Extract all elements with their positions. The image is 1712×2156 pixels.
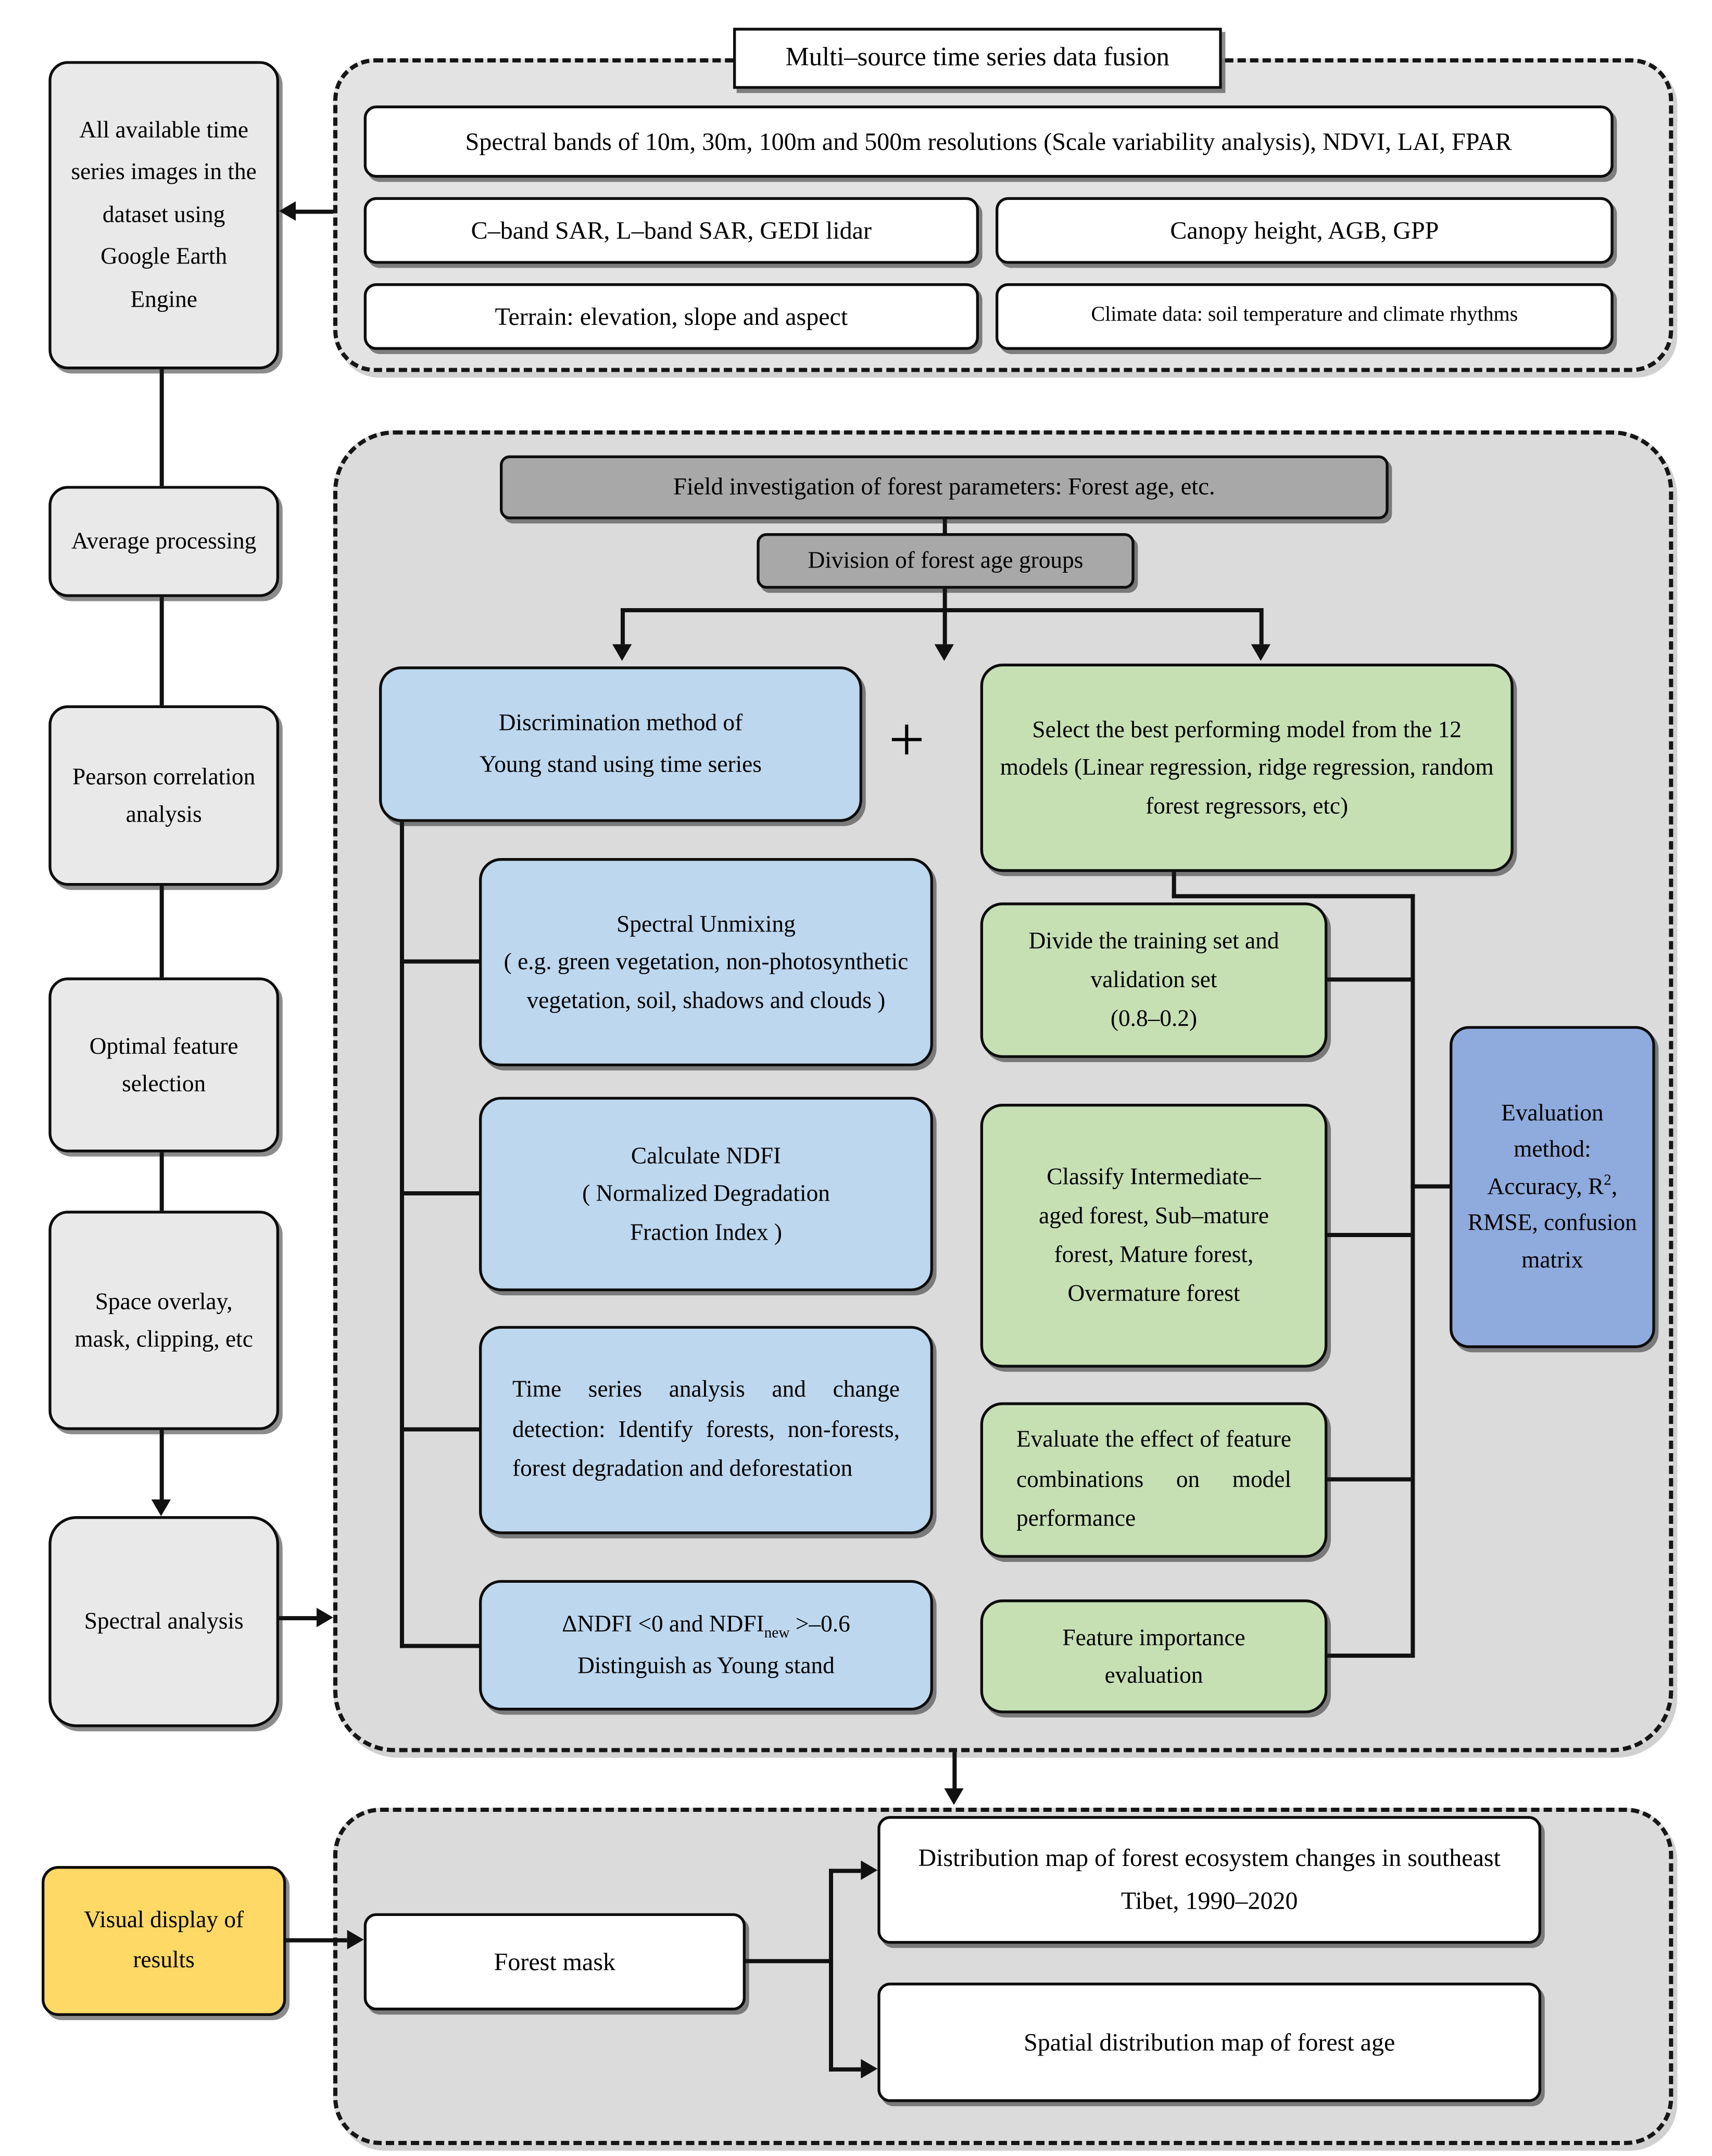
classify-label: Classify Intermediate–aged forest, Sub–mature forest, Mature forest, Overmature forest (1039, 1163, 1269, 1307)
plus-sign-glyph: + (888, 704, 925, 775)
ndfi-rule-box (479, 1580, 933, 1711)
connector (829, 1869, 861, 1873)
evaluation-part1: Evaluation method: Accuracy, R (1487, 1100, 1604, 1200)
arrow-into-method-panel (317, 1608, 333, 1627)
connector (160, 1152, 164, 1211)
connector (160, 369, 164, 486)
sar-lidar-label: C–band SAR, L–band SAR, GEDI lidar (471, 216, 872, 245)
connector (1260, 608, 1264, 644)
distribution-map-box (877, 1816, 1541, 1944)
feature-importance-box (980, 1599, 1328, 1713)
division-age-groups-box (757, 533, 1134, 589)
ndfi-rule-part2: >–0.6 (789, 1610, 850, 1636)
connector (1327, 977, 1411, 981)
spatial-map-label: Spatial distribution map of forest age (1024, 2028, 1395, 2057)
distribution-map-label: Distribution map of forest ecosystem changes in southeast Tibet, 1990–2020 (918, 1843, 1501, 1915)
connector (621, 608, 625, 644)
connector (943, 589, 947, 611)
forest-mask-label: Forest mask (494, 1948, 616, 1976)
spectral-bands-label: Spectral bands of 10m, 30m, 100m and 500m resolutions (Scale variability analysis), NDVI, LAI, FPAR (465, 128, 1512, 156)
gee-label: All available time series images in the dataset using Google Earth Engine (71, 116, 257, 312)
arrow-into-gee (279, 201, 296, 221)
diagram-title-label: Multi–source time series data fusion (785, 43, 1170, 73)
evaluation-part2: , RMSE, confusion matrix (1467, 1172, 1637, 1273)
ndfi-rule-part1: ΔNDFI <0 and NDFI (562, 1610, 764, 1636)
ndfi-rule-line2: Distinguish as Young stand (577, 1651, 835, 1678)
spatial-map-box (877, 1983, 1541, 2102)
evaluate-effect-box (980, 1402, 1328, 1558)
arrow-to-select-model (1251, 644, 1270, 661)
discrimination-line2: Young stand using time series (480, 751, 762, 778)
arrow-into-spatial-map (861, 2059, 877, 2078)
arrow-to-plus (935, 644, 954, 661)
climate-label: Climate data: soil temperature and climate rhythms (1091, 304, 1518, 327)
connector (160, 886, 164, 977)
connector (400, 960, 479, 964)
evaluation-superscript: 2 (1604, 1172, 1612, 1189)
division-age-groups-label: Division of forest age groups (808, 546, 1084, 573)
calculate-ndfi-line1: Calculate NDFI (631, 1143, 782, 1169)
connector (1411, 894, 1415, 1658)
arrow-into-distribution-map (861, 1860, 877, 1880)
evaluate-effect-label: Evaluate the effect of feature combinations on model performance (1016, 1425, 1292, 1532)
terrain-label: Terrain: elevation, slope and aspect (495, 302, 848, 331)
canopy-box (996, 197, 1614, 264)
connector (829, 2067, 861, 2072)
arrow-into-forest-mask (347, 1930, 364, 1949)
connector (746, 1959, 833, 1963)
connector (829, 1869, 833, 2071)
connector (400, 1644, 479, 1648)
diagram-title (733, 28, 1222, 89)
connector (1327, 1477, 1411, 1481)
feature-importance-label: Feature importance evaluation (1062, 1624, 1245, 1688)
discrimination-line1: Discrimination method of (498, 710, 743, 737)
ndfi-rule-line1 (562, 1604, 850, 1646)
average-processing-box (48, 486, 279, 597)
connector (943, 608, 947, 644)
calculate-ndfi-box (479, 1097, 933, 1291)
spectral-unmixing-box (479, 858, 933, 1066)
gee-box (48, 61, 279, 369)
arrow-into-spectral-analysis (152, 1499, 171, 1516)
spectral-unmixing-line2: ( e.g. green vegetation, non-photosynthetic vegetation, soil, shadows and clouds ) (503, 949, 909, 1013)
connector (400, 1427, 479, 1431)
visual-display-box (42, 1866, 286, 2016)
field-investigation-box (500, 456, 1389, 520)
spectral-bands-box (364, 106, 1614, 178)
select-model-label: Select the best performing model from the 12 models (Linear regression, ridge regression, random forest regressors, etc) (1000, 716, 1494, 819)
average-processing-label: Average processing (71, 528, 257, 555)
connector (621, 608, 1262, 612)
terrain-box (364, 283, 979, 350)
connector (400, 822, 404, 1648)
discrimination-box (379, 666, 862, 822)
pearson-label: Pearson correlation analysis (72, 763, 256, 828)
optimal-feature-label: Optimal feature selection (89, 1032, 238, 1097)
arrow-to-discrimination (612, 644, 632, 661)
spectral-analysis-label: Spectral analysis (84, 1608, 244, 1635)
connector (160, 1430, 164, 1499)
time-series-analysis-label: Time series analysis and change detection: Identify forests, non-forests, forest degradation and deforestation (512, 1375, 900, 1482)
connector (1327, 1654, 1411, 1658)
optimal-feature-box (48, 977, 279, 1152)
sar-lidar-box (364, 197, 979, 264)
spectral-unmixing-line1: Spectral Unmixing (616, 911, 796, 938)
divide-set-line2: (0.8–0.2) (1110, 1005, 1198, 1032)
connector (400, 1191, 479, 1195)
field-investigation-label: Field investigation of forest parameters: Forest age, etc. (673, 472, 1215, 500)
connector (160, 597, 164, 705)
connector (296, 210, 333, 214)
connector (1172, 894, 1415, 898)
connector (279, 1616, 317, 1620)
divide-set-box (980, 902, 1328, 1058)
climate-box (996, 283, 1614, 350)
connector (1327, 1233, 1411, 1237)
select-model-box (980, 664, 1514, 872)
arrow-into-results-panel (944, 1788, 963, 1805)
pearson-box (48, 705, 279, 886)
canopy-label: Canopy height, AGB, GPP (1170, 216, 1439, 245)
evaluation-method-label (1466, 1095, 1639, 1278)
classify-box (980, 1104, 1328, 1368)
space-overlay-box (48, 1211, 279, 1430)
connector (1172, 872, 1176, 897)
spectral-analysis-box (48, 1516, 279, 1727)
connector (943, 519, 947, 533)
time-series-analysis-box (479, 1326, 933, 1534)
connector (286, 1938, 347, 1943)
plus-sign (888, 704, 925, 775)
forest-mask-box (364, 1913, 746, 2011)
space-overlay-label: Space overlay, mask, clipping, etc (74, 1288, 253, 1353)
divide-set-line1: Divide the training set and validation set (1028, 927, 1279, 993)
ndfi-rule-subscript: new (764, 1624, 790, 1641)
connector (1411, 1184, 1450, 1189)
evaluation-method-box (1450, 1026, 1655, 1348)
connector (952, 1752, 956, 1791)
calculate-ndfi-line2: ( Normalized Degradation Fraction Index ) (582, 1180, 830, 1245)
visual-display-label: Visual display of results (84, 1906, 244, 1973)
